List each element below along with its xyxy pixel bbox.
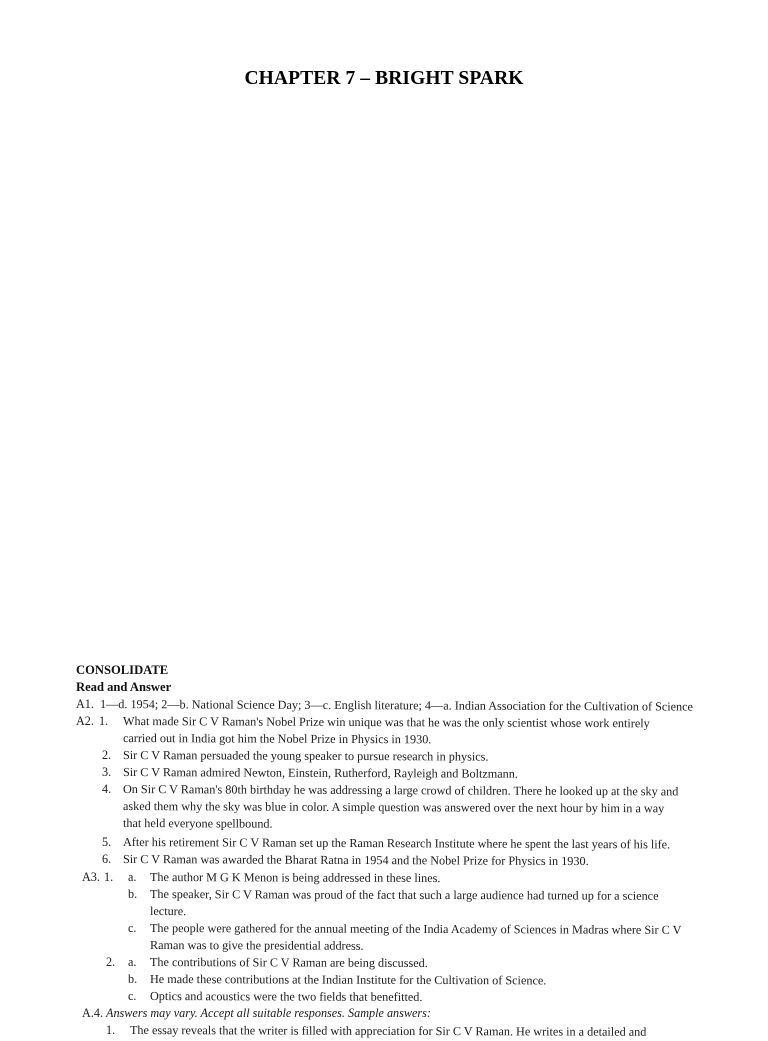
a3-item-letter: a. [128,955,137,969]
a2-item-number: 3. [102,765,112,779]
a2-item-text: Sir C V Raman was awarded the Bharat Ratna in 1954 and the Nobel Prize for Physics in 1930. [122,852,589,869]
a2-item-text: On Sir C V Raman's 80th birthday he was addressing a large crowd of children. There he looked up at the sky and [122,782,679,799]
a3-item-letter: c. [128,989,137,1003]
a3-item-text: Optics and acoustics were the two fields that benefitted. [149,989,423,1004]
a2-item-number: 4. [102,782,112,796]
a2-item-text: After his retirement Sir C V Raman set up the Raman Research Institute where he spent the last years of his life. [122,835,671,852]
a3-item-text: The author M G K Menon is being addressed in these lines. [149,870,441,886]
a1-label: A1. [76,697,94,711]
section-subheading: Read and Answer [76,680,172,694]
a3-item-text: The speaker, Sir C V Raman was proud of the fact that such a large audience had turned up for a science [149,887,659,903]
a3-item-text: The contributions of Sir C V Raman are being discussed. [149,955,428,970]
a2-item-text: Sir C V Raman admired Newton, Einstein, Rutherford, Rayleigh and Boltzmann. [122,765,518,781]
a2-item-text: Sir C V Raman persuaded the young speaker to pursue research in physics. [122,748,489,764]
scanned-answer-section [60,660,720,1039]
a2-label: A2. [76,714,94,728]
a4-item-text: The essay reveals that the writer is filled with appreciation for Sir C V Raman. He writes in a detailed and [129,1023,647,1039]
a2-item-number: 5. [102,835,112,849]
a3-item-letter: a. [128,870,137,884]
a3-item-letter: c. [128,921,137,935]
a2-item-text-continued: that held everyone spellbound. [122,816,273,831]
a2-item-text-continued: carried out in India got him the Nobel Prize in Physics in 1930. [122,731,432,747]
section-heading: CONSOLIDATE [76,663,169,677]
a3-item-letter: b. [128,887,138,901]
page-title: CHAPTER 7 – BRIGHT SPARK [244,68,524,89]
a1-text: 1—d. 1954; 2—b. National Science Day; 3—c. English literature; 4—a. Indian Association for the Cultivation of Science [99,697,694,714]
a4-item-number: 1. [106,1023,116,1037]
a2-item-text-continued: asked them why the sky was blue in color. A simple question was answered over the next hour by him in a way [122,799,665,816]
a4-intro: Answers may vary. Accept all suitable responses. Sample answers: [106,1006,431,1020]
a2-item-number: 1. [99,714,109,728]
a3-item-text: He made these contributions at the Indian Institute for the Cultivation of Science. [149,972,547,988]
a3-label: A3. [82,870,100,884]
a2-item-number: 6. [102,852,112,866]
a3-group-number: 1. [104,870,114,884]
a2-item-number: 2. [102,748,112,762]
a4-label: A.4. [82,1006,103,1020]
a3-item-text-continued: Raman was to give the presidential address. [149,938,364,953]
a3-item-text: The people were gathered for the annual meeting of the India Academy of Sciences in Madras where Sir C V [149,921,682,937]
a3-group-number: 2. [106,955,116,969]
a3-item-letter: b. [128,972,138,986]
a2-item-text: What made Sir C V Raman's Nobel Prize win unique was that he was the only scientist whose work entirely [122,714,650,731]
a3-item-text-continued: lecture. [149,904,187,919]
